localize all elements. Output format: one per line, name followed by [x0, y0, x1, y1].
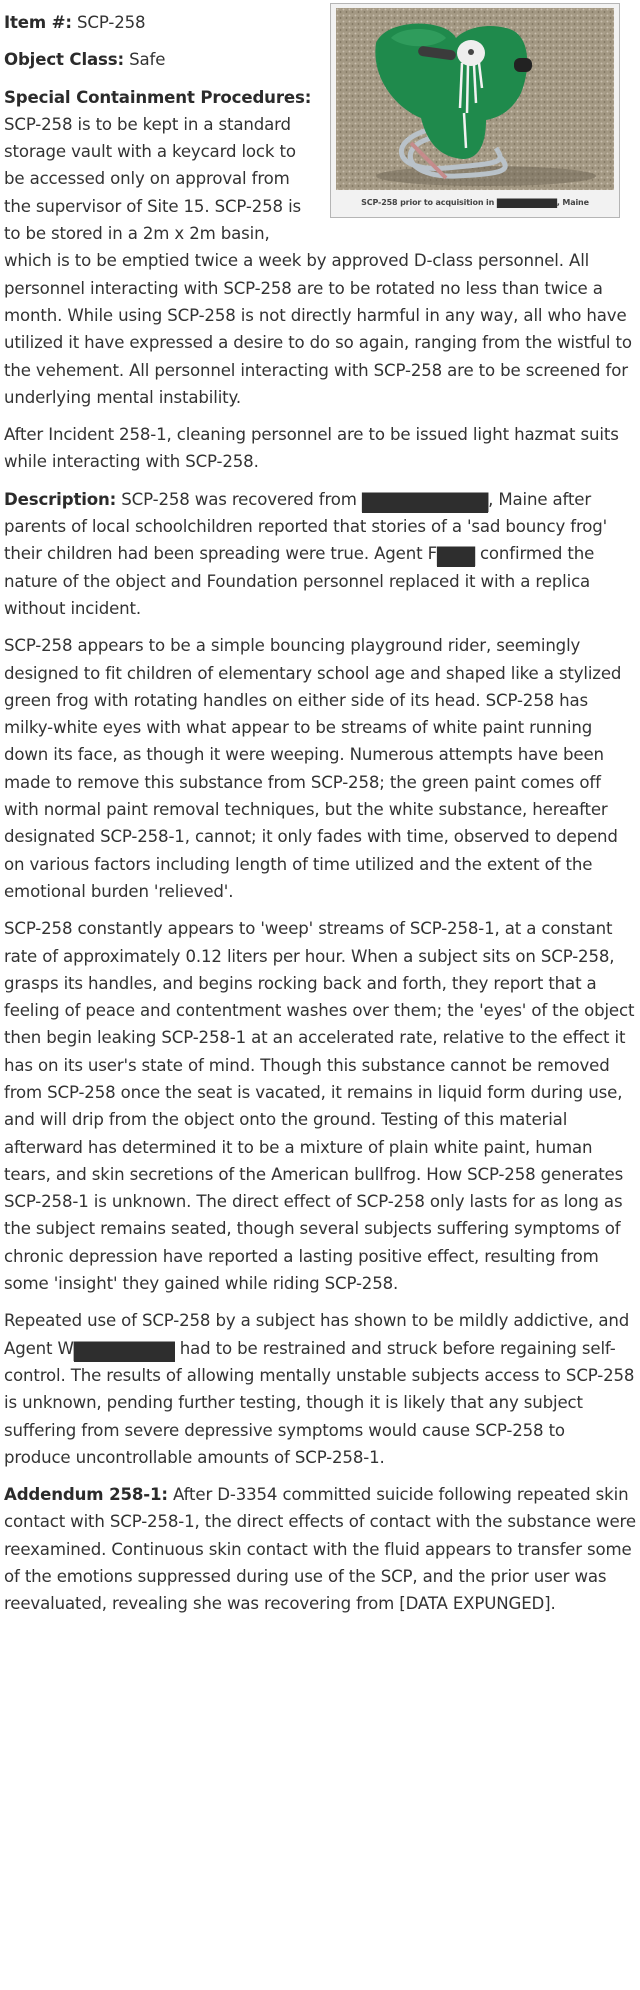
redacted-agent-name: ███: [436, 547, 475, 567]
description-paragraph-3: SCP-258 constantly appears to 'weep' streams of SCP-258-1, at a constant rate of approximately 0.12 liters per hour. When a subject sits on SCP-258, grasps its handles, and begins rocking back and forth, they report that a feeling of peace and contentment washes over them; the 'eyes' of the object then begin leaking SCP-258-1 at an accelerated rate, relative to the effect it has on its user's state of mind. Though this substance cannot be removed from SCP-258 once the seat is vacated, it remains in liquid form during use, and will drip from the object onto the ground. Testing of this material afterward has determined it to be a mixture of plain white paint, human tears, and skin secretions of the American bullfrog. How SCP-258 generates SCP-258-1 is unknown. The direct effect of SCP-258 only lasts for as long as the subject remains seated, though several subjects suffering symptoms of chronic depression have reported a lasting positive effect, resulting from some 'insight' they gained while riding SCP-258.: [4, 919, 635, 1294]
redacted-agent-name-2: ████████: [73, 1341, 175, 1361]
object-class: Object Class: Safe: [4, 50, 166, 70]
redacted-town: ██████████: [361, 492, 489, 512]
description-paragraph-1: Description: SCP-258 was recovered from ██████████, Maine after parents of local schoolchildren reported that stories of a 'sad bouncy frog' their children had been spreading were true. Agent F███ confirmed the nature of the object and Foundation personnel replaced it with a replica without incident.: [4, 489, 608, 618]
redacted-location: ██████████: [496, 199, 557, 208]
addendum-258-1: Addendum 258-1: After D-3354 committed suicide following repeated skin contact with SCP-258-1, the direct effects of contact with the substance were reexamined. Continuous skin contact with the fluid appears to transfer some of the emotions suppressed during use of the SCP, and the prior user was reevaluated, revealing she was recovering from [DATA EXPUNGED].: [4, 1485, 636, 1614]
containment-procedures-note: After Incident 258-1, cleaning personnel are to be issued light hazmat suits while interacting with SCP-258.: [4, 425, 619, 472]
image-caption: SCP-258 prior to acquisition in ██████████, Maine: [361, 198, 589, 208]
description-paragraph-2: SCP-258 appears to be a simple bouncing playground rider, seemingly designed to fit children of elementary school age and shaped like a stylized green frog with rotating handles on either side of its head. SCP-258 has milky-white eyes with what appear to be streams of white paint running down its face, as though it were weeping. Numerous attempts have been made to remove this substance from SCP-258; the green paint comes off with normal paint removal techniques, but the white substance, hereafter designated SCP-258-1, cannot; it only fades with time, observed to depend on various factors including length of time utilized and the extent of the emotional burden 'relieved'.: [4, 636, 622, 901]
scp-258-photo: [336, 8, 614, 190]
description-paragraph-4: Repeated use of SCP-258 by a subject has shown to be mildly addictive, and Agent W████████ had to be restrained and struck before regaining self-control. The results of allowing mentally unstable subjects access to SCP-258 is unknown, pending further testing, though it is likely that any subject suffering from severe depressive symptoms would cause SCP-258 to produce uncontrollable amounts of SCP-258-1.: [4, 1311, 635, 1467]
item-number: Item #: SCP-258: [4, 13, 146, 32]
containment-procedures: Special Containment Procedures: SCP-258 is to be kept in a standard storage vault with a keycard lock to be accessed only on approval from the supervisor of Site 15. SCP-258 is to be stored in a 2m x 2m basin, which is to be emptied twice a week by approved D-class personnel. All personnel interacting with SCP-258 are to be rotated no less than twice a month. While using SCP-258 is not directly harmful in any way, all who have utilized it have expressed a desire to do so again, ranging from the wistful to the vehement. All personnel interacting with SCP-258 are to be screened for underlying mental instability.: [4, 87, 632, 407]
frog-rider-image: [336, 8, 614, 190]
image-block: [330, 3, 620, 218]
